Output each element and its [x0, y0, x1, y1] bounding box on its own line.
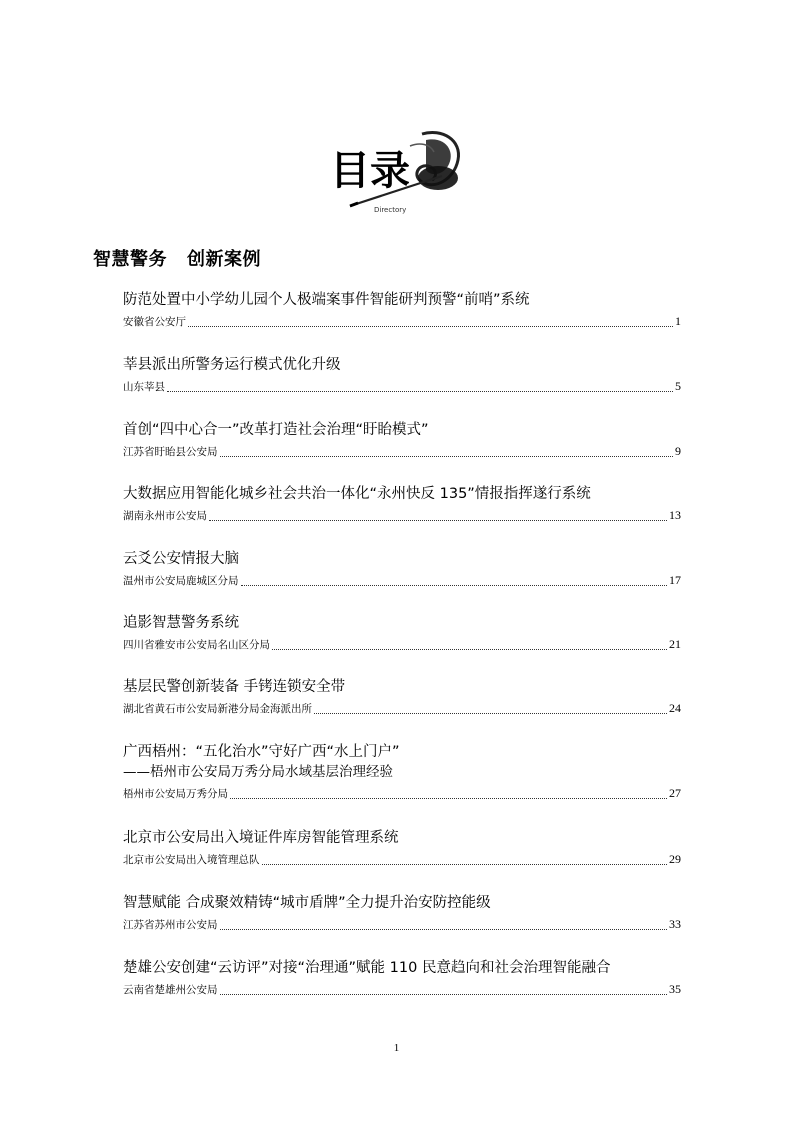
toc-entry[interactable] [123, 828, 681, 868]
entry-title[interactable]: 追影智慧警务系统 [123, 615, 239, 631]
entry-title[interactable]: 云爻公安情报大脑 [123, 551, 239, 567]
entry-line [123, 700, 681, 717]
leader-dots [272, 649, 667, 650]
entry-page[interactable]: 27 [669, 786, 681, 800]
section-title-part2: 创新案例 [187, 249, 261, 270]
entry-org: 湖北省黄石市公安局新港分局金海派出所 [123, 703, 312, 715]
entry-org: 云南省楚雄州公安局 [123, 984, 218, 996]
entry-title[interactable]: 首创“四中心合一”改革打造社会治理“盱眙模式” [123, 422, 429, 438]
entry-line [123, 851, 681, 868]
logo-text: 目录 [330, 147, 410, 194]
entry-page[interactable]: 24 [669, 701, 681, 715]
entry-title[interactable]: 防范处置中小学幼儿园个人极端案事件智能研判预警“前哨”系统 [123, 292, 530, 308]
toc-entry[interactable] [123, 290, 681, 330]
toc-entry[interactable] [123, 549, 681, 589]
entry-line [123, 785, 681, 802]
entry-org: 湖南永州市公安局 [123, 510, 207, 522]
toc-entry[interactable] [123, 613, 681, 653]
entry-title[interactable]: 广西梧州：“五化治水”守好广西“水上门户” [123, 744, 400, 760]
entry-title[interactable]: 楚雄公安创建“云访评”对接“治理通”赋能 110 民意趋向和社会治理智能融合 [123, 960, 611, 976]
entry-page[interactable]: 29 [669, 852, 681, 866]
entry-line [123, 636, 681, 653]
entry-subtitle: ——梧州市公安局万秀分局水域基层治理经验 [123, 764, 393, 780]
toc-entry[interactable] [123, 677, 681, 717]
entry-title[interactable]: 莘县派出所警务运行模式优化升级 [123, 357, 341, 373]
entry-page[interactable]: 17 [669, 573, 681, 587]
entry-line [123, 313, 681, 330]
toc-entry[interactable] [123, 742, 681, 802]
entry-page[interactable]: 33 [669, 917, 681, 931]
section-heading [93, 245, 261, 271]
entry-line [123, 572, 681, 589]
leader-dots [230, 798, 667, 799]
toc-entry[interactable] [123, 958, 681, 998]
entry-org: 安徽省公安厅 [123, 316, 186, 328]
section-title-part1: 智慧警务 [93, 249, 167, 270]
entry-page[interactable]: 9 [675, 444, 681, 458]
page-number: 1 [393, 1042, 400, 1054]
brush-ink-icon [330, 126, 470, 218]
entry-title[interactable]: 北京市公安局出入境证件库房智能管理系统 [123, 830, 399, 846]
entry-line [123, 507, 681, 524]
entry-title[interactable]: 基层民警创新装备 手铐连锁安全带 [123, 679, 346, 695]
entry-org: 北京市公安局出入境管理总队 [123, 854, 260, 866]
toc-entry[interactable] [123, 420, 681, 460]
entry-page[interactable]: 13 [669, 508, 681, 522]
entry-page[interactable]: 1 [675, 314, 681, 328]
leader-dots [220, 994, 668, 995]
entry-org: 温州市公安局鹿城区分局 [123, 575, 239, 587]
entry-org: 江苏省苏州市公安局 [123, 919, 218, 931]
entry-org: 山东莘县 [123, 381, 165, 393]
entry-org: 四川省雅安市公安局名山区分局 [123, 639, 270, 651]
leader-dots [167, 391, 673, 392]
entry-line [123, 981, 681, 998]
toc-entry[interactable] [123, 484, 681, 524]
leader-dots [262, 864, 668, 865]
logo-subtext: Directory [374, 206, 407, 214]
toc-entry[interactable] [123, 893, 681, 933]
entry-line [123, 443, 681, 460]
toc-entry[interactable] [123, 355, 681, 395]
entry-title[interactable]: 大数据应用智能化城乡社会共治一体化“永州快反 135”情报指挥遂行系统 [123, 486, 591, 502]
leader-dots [188, 326, 673, 327]
leader-dots [220, 929, 668, 930]
leader-dots [220, 456, 674, 457]
leader-dots [209, 520, 667, 521]
entry-org: 江苏省盱眙县公安局 [123, 446, 218, 458]
entry-line [123, 378, 681, 395]
leader-dots [241, 585, 668, 586]
entry-title[interactable]: 智慧赋能 合成聚效精铸“城市盾牌”全力提升治安防控能级 [123, 895, 491, 911]
entry-page[interactable]: 21 [669, 637, 681, 651]
entry-org: 梧州市公安局万秀分局 [123, 788, 228, 800]
entry-page[interactable]: 35 [669, 982, 681, 996]
entry-page[interactable]: 5 [675, 379, 681, 393]
leader-dots [314, 713, 667, 714]
directory-logo [330, 126, 470, 218]
entry-line [123, 916, 681, 933]
